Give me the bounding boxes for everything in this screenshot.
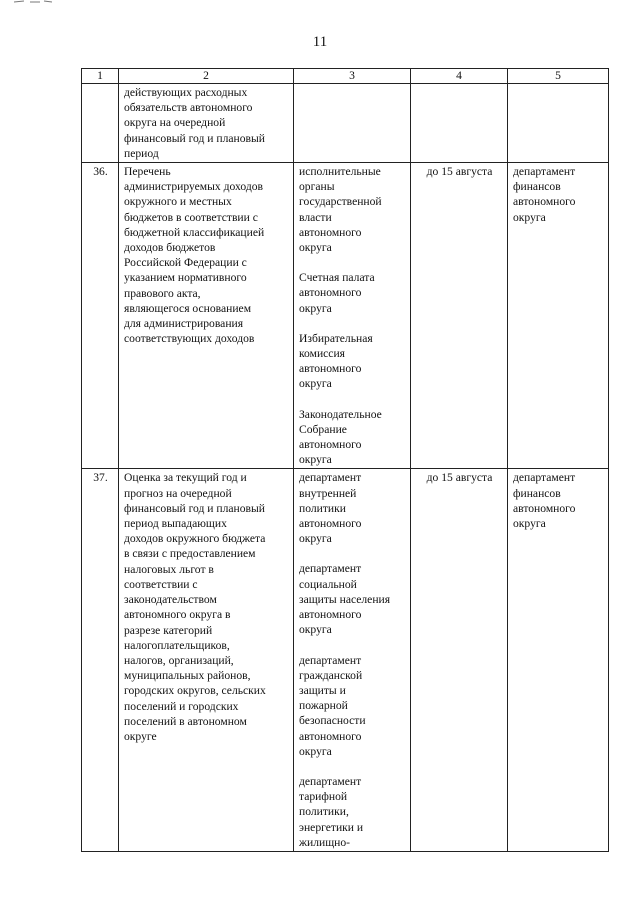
deadline-text: до 15 августа xyxy=(426,165,493,179)
executor-item: Избирательная комиссия автономного округа xyxy=(299,331,373,391)
description-text: Перечень администрируемых доходов окружного и местных бюджетов в соответствии с бюджетной классификацией доходов бюджетов Российской Федерации с указанием нормативного правового акта, являющегося основанием для администрирования соответствующих доходов xyxy=(124,165,265,346)
column-header: 2 xyxy=(119,69,294,84)
page-number: 11 xyxy=(312,34,328,50)
row-number: 36. xyxy=(93,165,108,179)
row-number: 37. xyxy=(93,471,108,485)
recipient-cell xyxy=(508,469,609,851)
executor-item: департамент тарифной политики, энергетики и жилищно- xyxy=(299,774,364,849)
table-row-36 xyxy=(82,163,609,469)
deadline-cell xyxy=(411,469,508,851)
column-header: 4 xyxy=(411,69,508,84)
deadline-cell xyxy=(411,163,508,469)
executor-cell xyxy=(294,469,411,851)
data-table xyxy=(81,68,609,852)
description-cell xyxy=(119,163,294,469)
executor-item: департамент внутренней политики автономного округа xyxy=(299,471,362,546)
executor-item: Счетная палата автономного округа xyxy=(299,271,375,315)
row-number-cell xyxy=(82,469,119,851)
executor-item: департамент гражданской защиты и пожарной безопасности автономного округа xyxy=(299,653,366,758)
deadline-text: до 15 августа xyxy=(426,471,493,485)
deadline-cell xyxy=(411,84,508,163)
table-row-37 xyxy=(82,469,609,851)
recipient-cell xyxy=(508,84,609,163)
description-text: действующих расходных обязательств автономного округа на очередной финансовый год и плановый период xyxy=(124,86,266,160)
description-cell xyxy=(119,84,294,163)
scan-mark xyxy=(14,0,54,4)
column-header: 3 xyxy=(294,69,411,84)
executor-cell xyxy=(294,84,411,163)
recipient-text: департамент финансов автономного округа xyxy=(513,471,576,531)
table-header-row xyxy=(82,69,609,84)
row-number-cell xyxy=(82,163,119,469)
executor-cell xyxy=(294,163,411,469)
column-header: 1 xyxy=(82,69,119,84)
executor-item: Законодательное Собрание автономного округа xyxy=(299,407,382,467)
recipient-text: департамент финансов автономного округа xyxy=(513,165,576,224)
executor-item: исполнительные органы государственной власти автономного округа xyxy=(299,165,382,255)
column-header: 5 xyxy=(508,69,609,84)
table-row-continuation xyxy=(82,84,609,163)
description-text: Оценка за текущий год и прогноз на очередной финансовый год и плановый период выпадающих доходов окружного бюджета в связи с предоставлением налоговых льгот в соответствии с законодательством автономного округа в разрезе категорий налогоплательщиков, налогов, организаций, муниципальных районов, городских округов, сельских поселений и городских поселений в автономном округе xyxy=(124,471,266,743)
description-cell xyxy=(119,469,294,851)
executor-item: департамент социальной защиты населения автономного округа xyxy=(299,562,391,637)
row-number-cell xyxy=(82,84,119,163)
recipient-cell xyxy=(508,163,609,469)
